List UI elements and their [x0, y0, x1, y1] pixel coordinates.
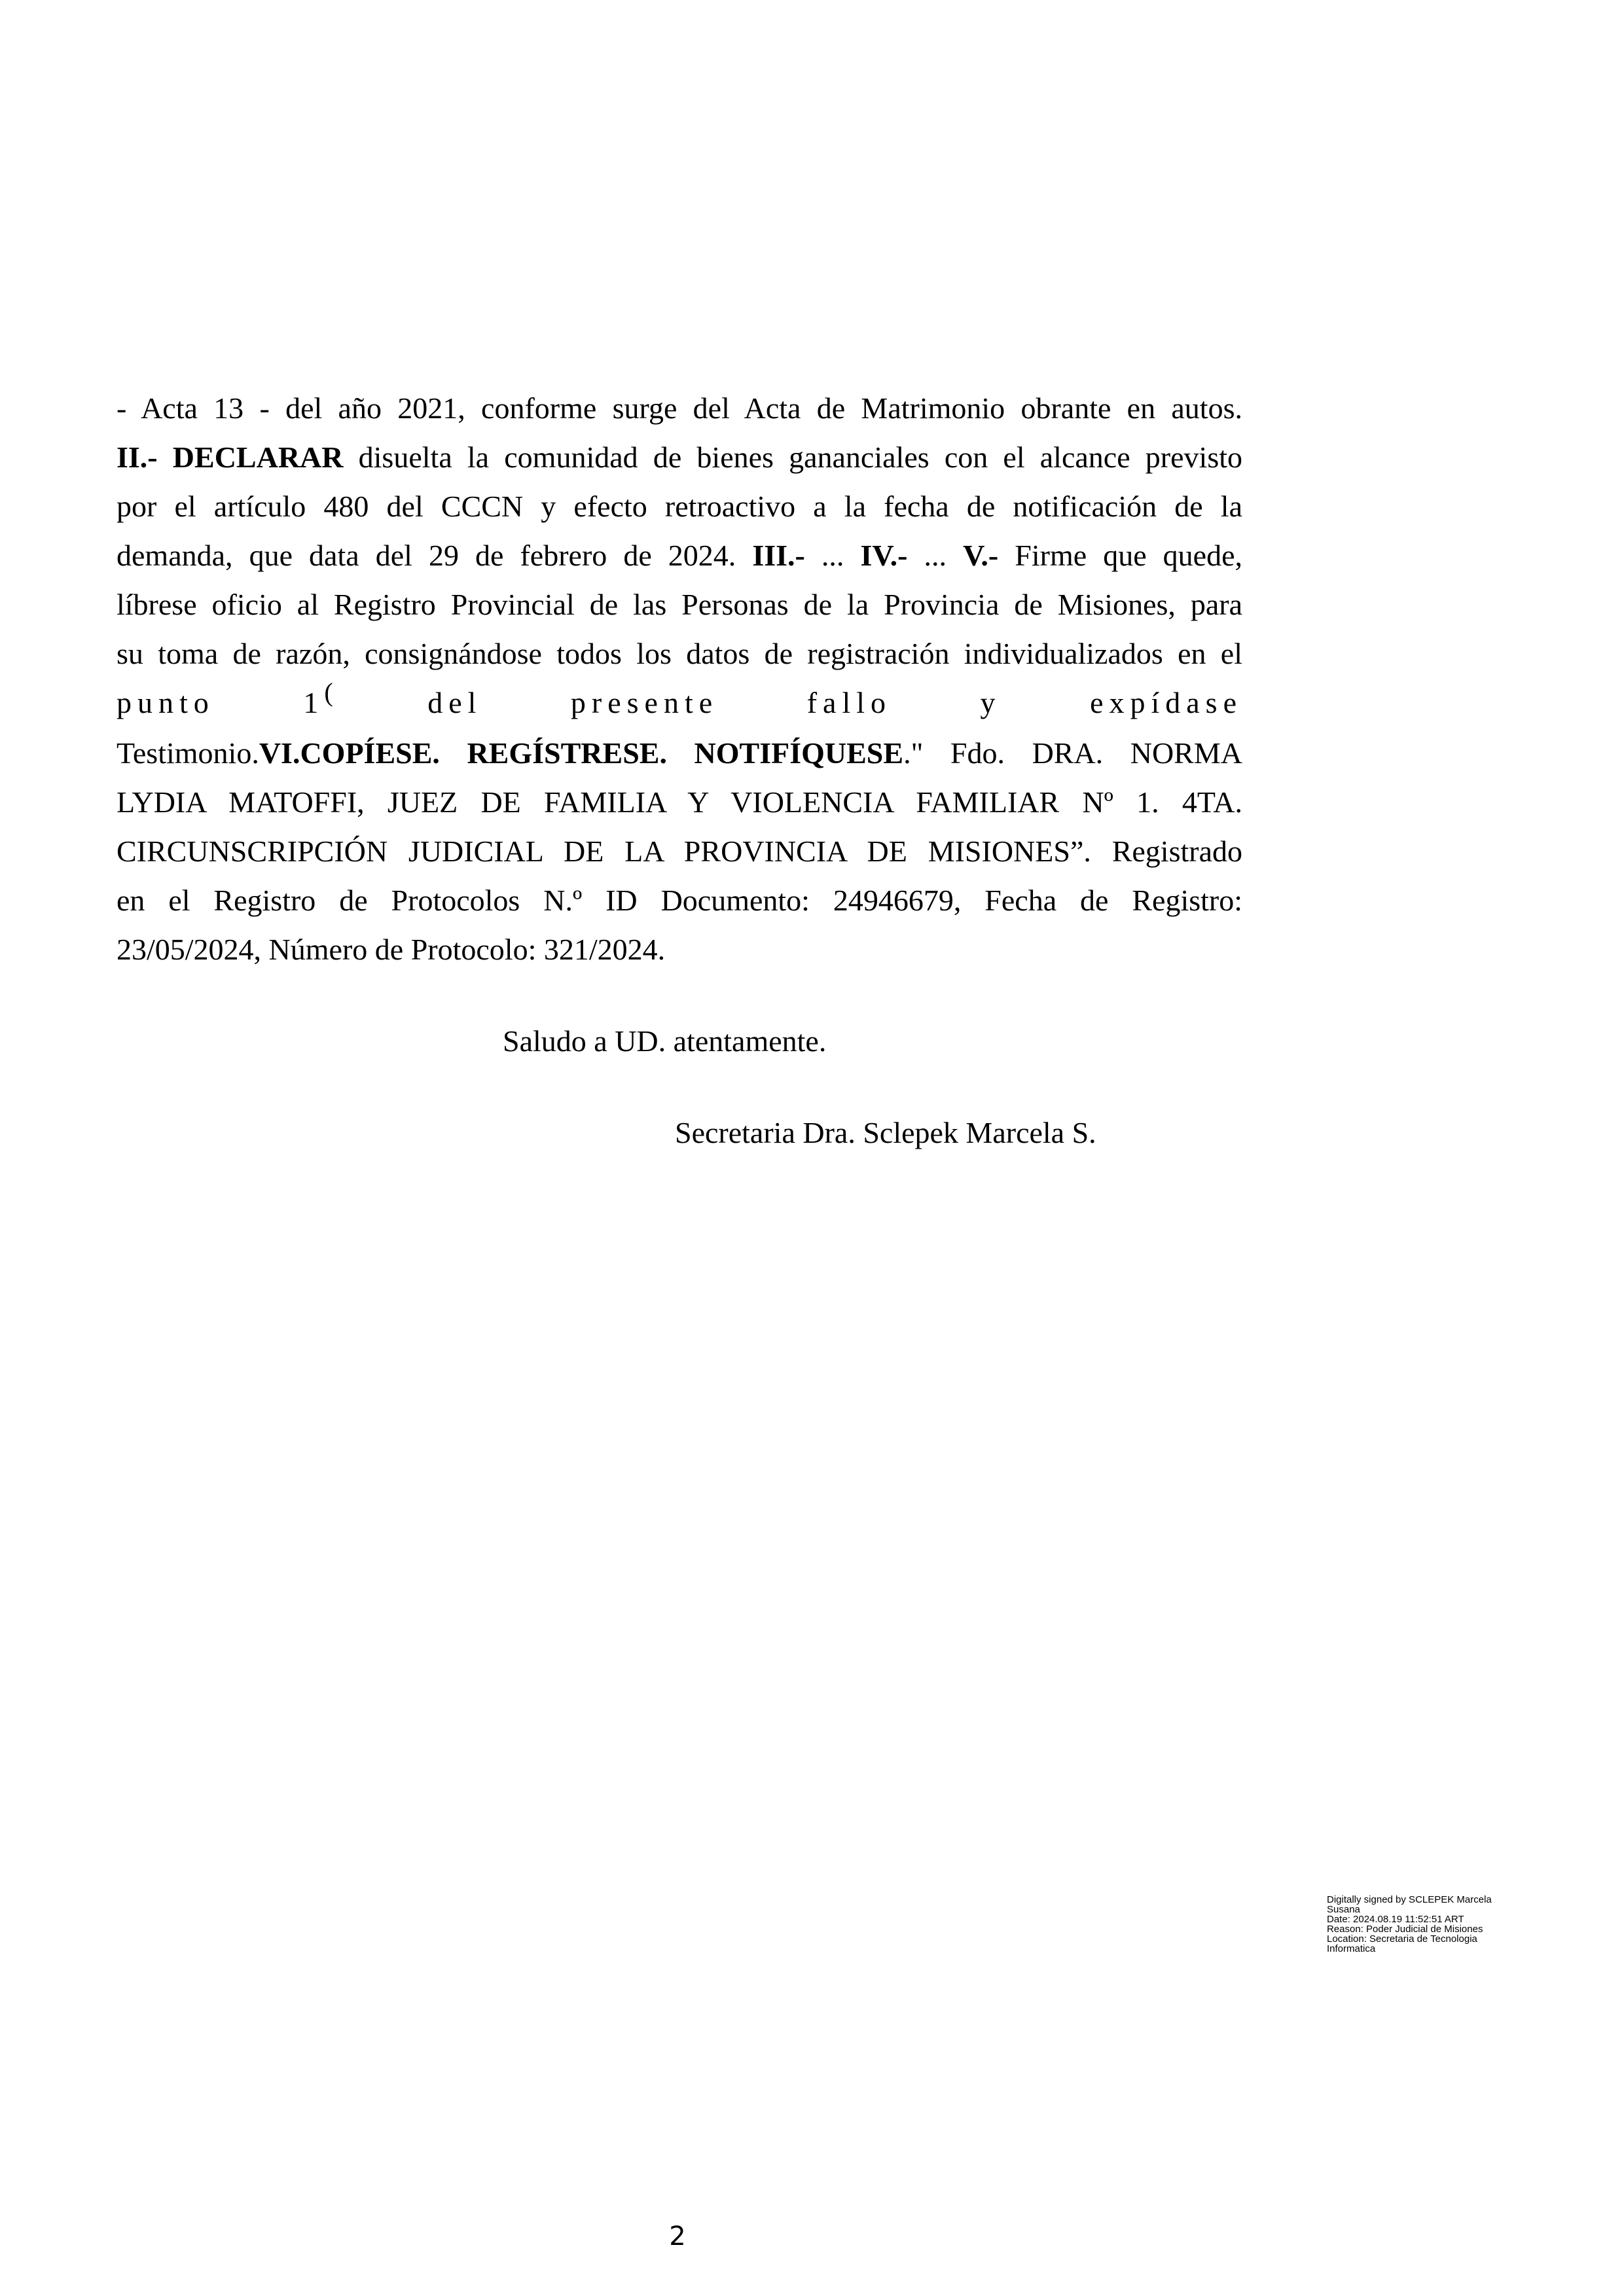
text-line — [117, 827, 1242, 876]
text-line — [117, 531, 1242, 580]
text-run: LYDIA MATOFFI, JUEZ DE FAMILIA Y VIOLENCIA FAMILIAR Nº 1. 4TA. — [117, 785, 1242, 819]
text-run: del presente fallo y expídase — [338, 686, 1243, 719]
text-run: ... — [907, 539, 964, 572]
text-run: en el Registro de Protocolos N.º ID Documento: 24946679, Fecha de Registro: — [117, 884, 1242, 917]
text-run: ." Fdo. DRA. NORMA — [903, 736, 1242, 770]
signature-line: Date: 2024.08.19 11:52:51 ART — [1327, 1914, 1464, 1925]
text-line — [117, 433, 1242, 482]
signature-line: Susana — [1327, 1904, 1360, 1915]
text-run: ... — [804, 539, 861, 572]
closing-salutation: Saludo a UD. atentamente. — [503, 1024, 827, 1058]
text-line — [117, 876, 1242, 925]
signature-line: Reason: Poder Judicial de Misiones — [1327, 1924, 1483, 1935]
text-line — [117, 678, 1242, 728]
signature-line: Digitally signed by SCLEPEK Marcela — [1327, 1894, 1492, 1905]
text-run: disuelta la comunidad de bienes gananciales con el alcance previsto — [343, 440, 1242, 474]
text-run: ( — [324, 677, 339, 707]
text-run: por el artículo 480 del CCCN y efecto retroactivo a la fecha de notificación de la — [117, 490, 1242, 523]
text-run: líbrese oficio al Registro Provincial de las Personas de la Provincia de Misiones, para — [117, 588, 1242, 621]
text-run: 23/05/2024, Número de Protocolo: 321/2024. — [117, 933, 666, 966]
bold-text-run: III.- — [752, 539, 805, 572]
text-run: Testimonio. — [117, 736, 259, 770]
body-paragraph — [117, 384, 1242, 974]
text-run: demanda, que data del 29 de febrero de 2024. — [117, 539, 753, 572]
bold-text-run: II.- DECLARAR — [117, 440, 344, 474]
signature-line: Location: Secretaria de Tecnologia — [1327, 1933, 1477, 1945]
text-line — [117, 728, 1242, 778]
text-run: - Acta 13 - del año 2021, conforme surge del Acta de Matrimonio obrante en autos. — [117, 391, 1242, 425]
text-line — [117, 482, 1242, 531]
digital-signature-block — [1327, 1895, 1536, 1954]
text-line — [117, 925, 1242, 974]
text-run: punto 1 — [117, 686, 325, 719]
text-run: CIRCUNSCRIPCIÓN JUDICIAL DE LA PROVINCIA DE MISIONES”. Registrado — [117, 834, 1242, 868]
bold-text-run: V.- — [963, 539, 999, 572]
text-run: su toma de razón, consignándose todos los datos de registración individualizados en el — [117, 637, 1242, 670]
signature-line: Informatica — [1327, 1943, 1376, 1954]
bold-text-run: VI.COPÍESE. REGÍSTRESE. NOTIFÍQUESE — [259, 736, 904, 770]
text-run: Firme que quede, — [998, 539, 1243, 572]
text-line — [117, 384, 1242, 433]
text-line — [117, 629, 1242, 678]
text-line — [117, 778, 1242, 827]
page-number: 2 — [669, 2221, 686, 2251]
signer-name: Secretaria Dra. Sclepek Marcela S. — [675, 1116, 1096, 1149]
text-line — [117, 580, 1242, 629]
bold-text-run: IV.- — [860, 539, 908, 572]
